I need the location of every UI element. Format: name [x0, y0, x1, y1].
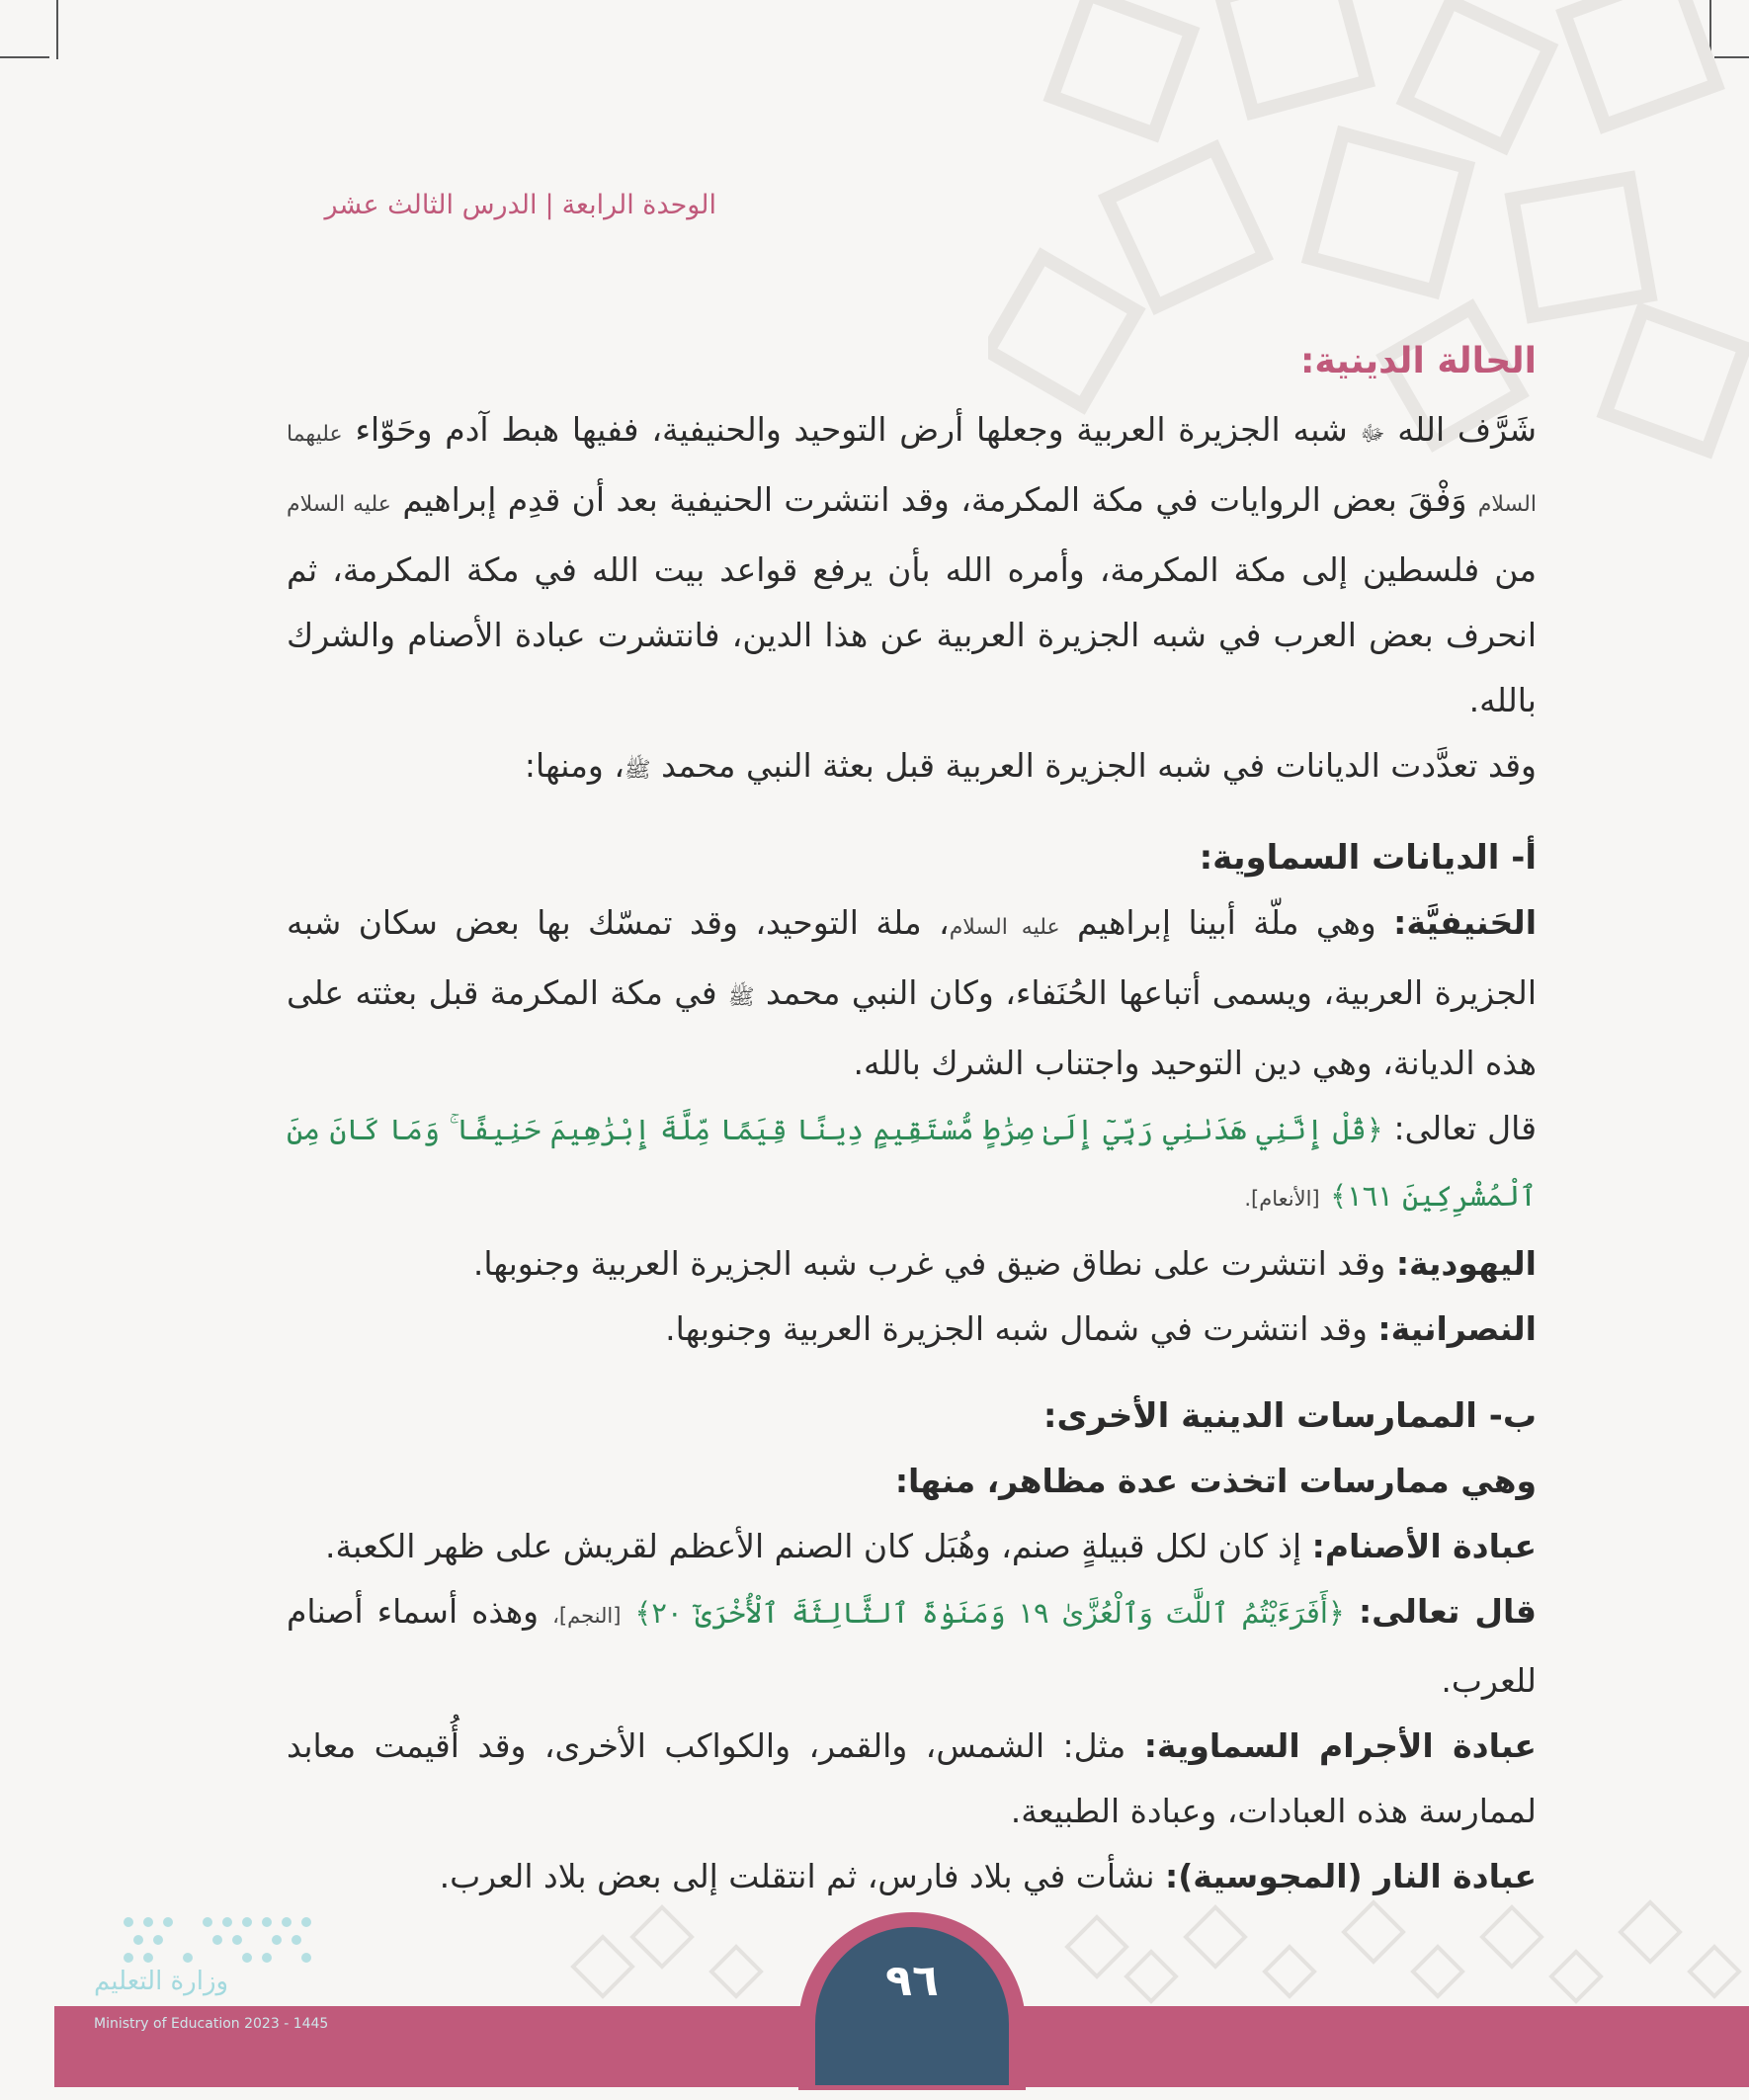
verse-reference: [الأنعام].: [1244, 1187, 1320, 1211]
term-text: وهذه أسماء أصنام للعرب.: [287, 1592, 1537, 1700]
term-label: عبادة النار (المجوسية):: [1165, 1857, 1537, 1895]
verse-line-najm: [287, 1579, 1537, 1714]
verse-line-anam: [287, 1096, 1537, 1231]
hanifiyya-paragraph: [287, 890, 1537, 1096]
term-text: وقد انتشرت في شمال شبه الجزيرة العربية وجنوبها.: [665, 1309, 1368, 1348]
page-number: ٩٦: [815, 1927, 1009, 2085]
verse-reference: [النجم]،: [552, 1604, 622, 1628]
term-text: نشأت في بلاد فارس، ثم انتقلت إلى بعض بلاد العرب.: [439, 1857, 1155, 1895]
term-label: النصرانية:: [1377, 1309, 1537, 1348]
honorific-glyph: عليه السلام: [287, 492, 391, 517]
quran-verse: ﴿أَفَرَءَيْتُمُ ٱللَّٰتَ وَٱلْعُزَّىٰ ١٩ وَمَنَوٰةَ ٱلثَّالِثَةَ ٱلْأُخْرَىٰٓ ٢٠﴾: [634, 1596, 1345, 1630]
celestial-paragraph: [287, 1714, 1537, 1844]
running-header: [324, 190, 716, 220]
intro-text: وَفْقَ بعض الروايات في مكة المكرمة، وقد انتشرت الحنيفية بعد أن قدِم إبراهيم: [402, 480, 1467, 519]
decorative-pattern-bottom: [553, 1878, 1749, 2006]
header-separator: |: [544, 190, 554, 220]
ministry-name: وزارة التعليم: [94, 1967, 229, 1996]
idols-paragraph: [287, 1514, 1537, 1579]
term-label: عبادة الأصنام:: [1311, 1527, 1537, 1565]
honorific-glyph: ﷺ: [728, 985, 755, 1010]
intro-text: شبه الجزيرة العربية وجعلها أرض التوحيد والحنيفية، ففيها هبط آدم وحَوّاء: [355, 410, 1348, 449]
christianity-paragraph: [287, 1297, 1537, 1362]
header-lesson: الدرس الثالث عشر: [324, 190, 538, 220]
intro-text: من فلسطين إلى مكة المكرمة، وأمره الله بأن يرفع قواعد بيت الله في مكة المكرمة، ثم انحرف بعض العرب في شبه الجزيرة العربية عن هذا الدين، فانتشرت عبادة الأصنام والشرك بالله.: [287, 550, 1537, 719]
subsection-title-other: ب- الممارسات الدينية الأخرى:: [1042, 1396, 1537, 1436]
term-text: في مكة المكرمة قبل بعثته على هذه الديانة، وهي دين التوحيد واجتناب الشرك بالله.: [287, 973, 1537, 1082]
section-title: الحالة الدينية:: [1300, 341, 1537, 381]
religions-intro: [287, 733, 1537, 803]
lesson-content: [287, 326, 1537, 1909]
intro-text: شَرَّف الله: [1397, 410, 1537, 449]
header-unit: الوحدة الرابعة: [561, 190, 716, 220]
honorific-glyph: عليه السلام: [949, 915, 1060, 940]
religions-intro-text: وقد تعدَّدت الديانات في شبه الجزيرة العربية قبل بعثة النبي محمد: [661, 746, 1537, 785]
ministry-name-en: Ministry of Education: [94, 2016, 240, 2032]
ministry-year: 2023 - 1445: [244, 2016, 329, 2032]
verse-intro: قال تعالى:: [1358, 1592, 1538, 1631]
term-label: عبادة الأجرام السماوية:: [1143, 1726, 1537, 1765]
term-label: اليهودية:: [1395, 1244, 1537, 1283]
honorific-glyph: عليهما السلام: [287, 422, 1537, 517]
crop-mark: [0, 56, 49, 58]
honorific-glyph: ﷺ: [625, 758, 651, 783]
subsection-title-heavenly: أ- الديانات السماوية:: [1199, 838, 1537, 878]
term-text: وهي ملّة أبينا إبراهيم: [1077, 903, 1376, 942]
term-label: الحَنيفيَّة:: [1393, 903, 1538, 942]
other-intro: وهي ممارسات اتخذت عدة مظاهر، منها:: [894, 1462, 1537, 1500]
religions-intro-text: ، ومنها:: [524, 746, 625, 785]
ministry-subtitle: [94, 2016, 328, 2032]
quran-verse: ﴿قُلْ إِنَّنِي هَدَىٰنِي رَبِّيٓ إِلَىٰ صِرَٰطٍ مُّسْتَقِيمٍ دِينًا قِيَمًا مِّلَّةَ إِبْرَٰهِيمَ حَنِيفًا ۚ وَمَا كَانَ مِنَ ٱلْمُشْرِكِينَ ١٦١﴾: [287, 1113, 1537, 1213]
term-text: ، ملة التوحيد، وقد تمسّك بها بعض سكان شبه الجزيرة العربية، ويسمى أتباعها الحُنَفاء، وكان النبي محمد: [287, 903, 1537, 1012]
crop-mark: [56, 0, 58, 59]
judaism-paragraph: [287, 1231, 1537, 1297]
verse-intro: قال تعالى:: [1393, 1109, 1537, 1147]
intro-paragraph: [287, 397, 1537, 733]
term-text: وقد انتشرت على نطاق ضيق في غرب شبه الجزيرة العربية وجنوبها.: [472, 1244, 1386, 1283]
honorific-glyph: ﷻ: [1360, 422, 1385, 447]
term-text: إذ كان لكل قبيلةٍ صنم، وهُبَل كان الصنم الأعظم لقريش على ظهر الكعبة.: [324, 1527, 1302, 1565]
term-text: مثل: الشمس، والقمر، والكواكب الأخرى، وقد أُقيمت معابد لممارسة هذه العبادات، وعبادة الطبيعة.: [287, 1726, 1537, 1830]
